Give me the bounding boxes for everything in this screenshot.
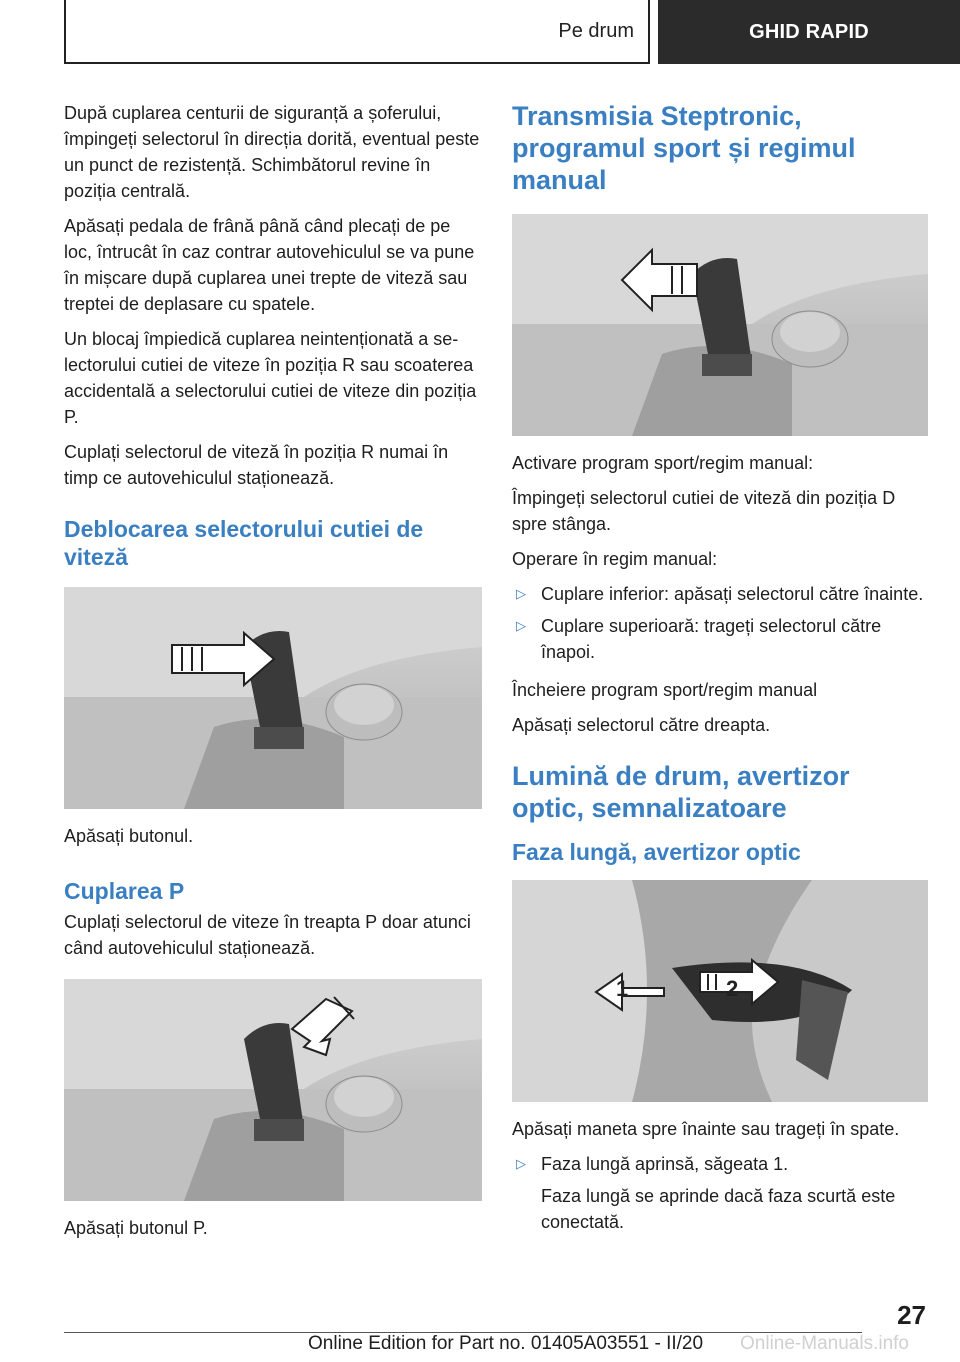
watermark: Online-Manuals.info: [740, 1333, 909, 1354]
steptronic-heading: Transmisia Steptronic, programul sport și regimul manual: [512, 101, 856, 195]
header-chapter-title: GHID RAPID: [749, 20, 869, 43]
manual-text: Operare în regim manual:: [512, 549, 718, 569]
lever-label-2: 2: [726, 976, 739, 1001]
paragraph: Un blocaj împiedică cuplarea neintenționată a selectorului cutiei de viteze în poziția R sau scoaterea accidentală a selectorului cutiei de viteze din poziția P.: [64, 329, 477, 427]
unlock-caption: Apăsați butonul.: [64, 826, 194, 846]
manual-bullet-list: [512, 581, 928, 665]
list-item-text: Faza lungă aprinsă, săgeata 1.: [541, 1154, 789, 1174]
page-number: 27: [897, 1300, 926, 1330]
steptronic-image: [512, 214, 928, 436]
lever-label-1: 1: [616, 976, 629, 1001]
park-heading: Cuplarea P: [64, 878, 185, 904]
list-item: [512, 613, 928, 665]
lever-text: Apăsați maneta spre înainte sau trageți în spate.: [512, 1119, 900, 1139]
lever-bullet-list: [512, 1151, 928, 1177]
triangle-right-icon: ▷: [516, 1156, 526, 1171]
push-text: Împingeți selectorul cutiei de viteză din poziția D spre stânga.: [512, 488, 896, 534]
unlock-heading: Deblocarea selectorului cutiei de viteză: [64, 516, 424, 570]
lever-note: Faza lungă se aprinde dacă faza scurtă este conectată.: [541, 1186, 896, 1232]
activate-text: Activare program sport/regim manual:: [512, 453, 814, 473]
park-caption: Apăsați butonul P.: [64, 1218, 208, 1238]
list-item: [512, 1151, 928, 1177]
header-chapter-box: [658, 0, 960, 64]
right-column: [512, 100, 928, 1244]
header-section-box: [64, 0, 650, 64]
gear-selector-park-image: [64, 979, 482, 1201]
list-item-text: Cuplare inferior: apăsați selectorul către înainte.: [541, 584, 924, 604]
header-section-title: Pe drum: [558, 19, 634, 42]
gear-selector-unlock-image: [64, 587, 482, 809]
triangle-right-icon: ▷: [516, 586, 526, 601]
park-text: Cuplați selectorul de viteze în treapta P doar atunci când autovehiculul staționează.: [64, 912, 471, 958]
list-item: [512, 581, 928, 607]
footer-edition: Online Edition for Part no. 01405A03551 - II/20: [308, 1333, 704, 1354]
paragraph: Cuplați selectorul de viteză în poziția R numai în timp ce autovehiculul staționează.: [64, 442, 449, 488]
paragraph: După cuplarea centurii de siguranță a șoferului, împingeți selectorul în direcția dorită, eventual peste un punct de rezistență. Schimbătorul revine în poziția centrală.: [64, 103, 480, 201]
light-lever-image: [512, 880, 928, 1102]
end-text: Încheiere program sport/regim manual: [512, 680, 818, 700]
left-column: [64, 100, 482, 1250]
paragraph: Apăsați pedala de frână până când plecați de pe loc, întrucât în caz contrar autovehiculul se va pune în mișcare după cuplarea unei trepte de viteză sau treptei de deplasare cu spatele.: [64, 216, 475, 314]
triangle-right-icon: ▷: [516, 618, 526, 633]
lights-heading: Lumină de drum, avertizor optic, semnalizatoare: [512, 761, 850, 823]
list-item-text: Cuplare superioară: trageți selectorul către înapoi.: [541, 616, 882, 662]
highbeam-heading: Faza lungă, avertizor optic: [512, 839, 801, 865]
end-action: Apăsați selectorul către dreapta.: [512, 715, 771, 735]
